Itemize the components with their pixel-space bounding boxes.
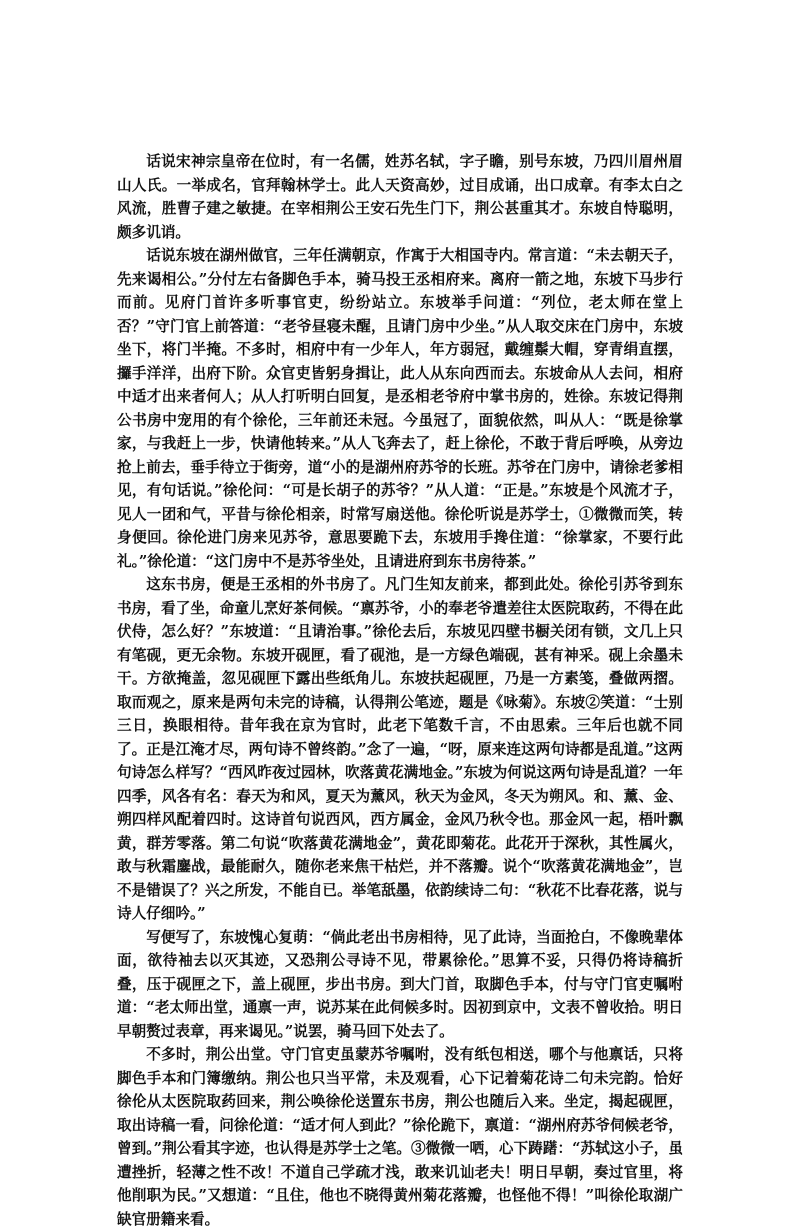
paragraph-4: 写便写了，东坡愧心复萌：“倘此老出书房相待，见了此诗，当面抢白，不像晚辈体面，欲待袖去以灭其迹，又恐荆公寻诗不见，带累徐伦。”思算不妥，只得仍将诗稿折叠，压于砚匣之下，盖上砚匣，步出书房。到大门首，取脚色手本，付与守门官吏嘱咐道：“老太师出堂，通禀一声，说苏某在此伺候多时。因初到京中，文表不曾收拾。明日早朝赘过表章，再来谒见。”说罢，骑马回下处去了。 [117, 928, 683, 1040]
paragraph-3: 这东书房，便是王丞相的外书房了。凡门生知友前来，都到此处。徐伦引苏爷到东书房，看了坐，命童儿烹好茶伺候。“禀苏爷，小的奉老爷遣差往太医院取药，不得在此伏侍，怎么好？”东坡道：“且请治事。”徐伦去后，东坡见四壁书橱关闭有锁，文几上只有笔砚，更无余物。东坡开砚匣，看了砚池，是一方绿色端砚，甚有神采。砚上余墨未干。方欲掩盖，忽见砚匣下露出些纸角儿。东坡扶起砚匣，乃是一方素笺，叠做两摺。取而观之，原来是两句未完的诗稿，认得荆公笔迹，题是《咏菊》。东坡②笑道：“士别三日，换眼相待。昔年我在京为官时，此老下笔数千言，不由思索。三年后也就不同了。正是江淹才尽，两句诗不曾终韵。”念了一遍，“呀，原来连这两句诗都是乱道。”这两句诗怎么样写？“西风昨夜过园林，吹落黄花满地金。”东坡为何说这两句诗是乱道？一年四季，风各有名：春天为和风，夏天为薰风，秋天为金风，冬天为朔风。和、薰、金、朔四样风配着四时。这诗首句说西风，西方属金，金风乃秋令也。那金风一起，梧叶飘黄，群芳零落。第二句说“吹落黄花满地金”，黄花即菊花。此花开于深秋，其性属火，敢与秋霜鏖战，最能耐久，随你老来焦干枯烂，并不落瓣。说个“吹落黄花满地金”，岂不是错误了？兴之所发，不能自已。举笔舐墨，依韵续诗二句：“秋花不比春花落，说与诗人仔细吟。” [117, 576, 683, 922]
paragraph-1: 话说宋神宗皇帝在位时，有一名儒，姓苏名轼，字子瞻，别号东坡，乃四川眉州眉山人氏。一举成名，官拜翰林学士。此人天资高妙，过目成诵，出口成章。有李太白之风流，胜曹子建之敏捷。在宰相荆公王安石先生门下，荆公甚重其才。东坡自恃聪明，颇多讥诮。 [117, 153, 683, 241]
paragraph-5: 不多时，荆公出堂。守门官吏虽蒙苏爷嘱咐，没有纸包相送，哪个与他禀话，只将脚色手本和门簿缴纳。荆公也只当平常，未及观看，心下记着菊花诗二句未完韵。恰好徐伦从太医院取药回来，荆公唤徐伦送置东书房，荆公也随后入来。坐定，揭起砚匣，取出诗稿一看，问徐伦道：“适才何人到此？”徐伦跪下，禀道：“湖州府苏爷伺候老爷，曾到。”荆公看其字迹，也认得是苏学士之笔。③微微一哂，心下踌躇：“苏轼这小子，虽遭挫折，轻薄之性不改！不道自己学疏才浅，敢来讥讪老夫！明日早朝，奏过官里，将他削职为民。”又想道：“且住，他也不晓得黄州菊花落瓣，也怪他不得！”叫徐伦取湖广缺官册籍来看。 [117, 1046, 683, 1228]
paragraph-2: 话说东坡在湖州做官，三年任满朝京，作寓于大相国寺内。常言道：“未去朝天子，先来谒相公。”分付左右备脚色手本，骑马投王丞相府来。离府一箭之地，东坡下马步行而前。见府门首许多听事官吏，纷纷站立。东坡举手问道：“列位，老太师在堂上否？”守门官上前答道：“老爷昼寝未醒，且请门房中少坐。”从人取交床在门房中，东坡坐下，将门半掩。不多时，相府中有一少年人，年方弱冠，戴缠鬃大帽，穿青绢直摆，攞手洋洋，出府下阶。众官吏皆躬身揖让，此人从东向西而去。东坡命从人去问，相府中适才出来者何人；从人打听明白回复，是丞相老爷府中掌书房的，姓徐。东坡记得荆公书房中宠用的有个徐伦，三年前还未冠。今虽冠了，面貌依然，叫从人：“既是徐掌家，与我赶上一步，快请他转来。”从人飞奔去了，赶上徐伦，不敢于背后呼唤，从旁边抢上前去，垂手待立于街旁，道“小的是湖州府苏爷的长班。苏爷在门房中，请徐老爹相见，有句话说。”徐伦问：“可是长胡子的苏爷？”从人道：“正是。”东坡是个风流才子，见人一团和气，平昔与徐伦相亲，时常写扇送他。徐伦听说是苏学士，①微微而笑，转身便回。徐伦进门房来见苏爷，意思要跪下去，东坡用手搀住道：“徐掌家，不要行此礼。”徐伦道：“这门房中不是苏爷坐处，且请进府到东书房待茶。” [117, 247, 683, 570]
document-page [117, 150, 683, 1231]
